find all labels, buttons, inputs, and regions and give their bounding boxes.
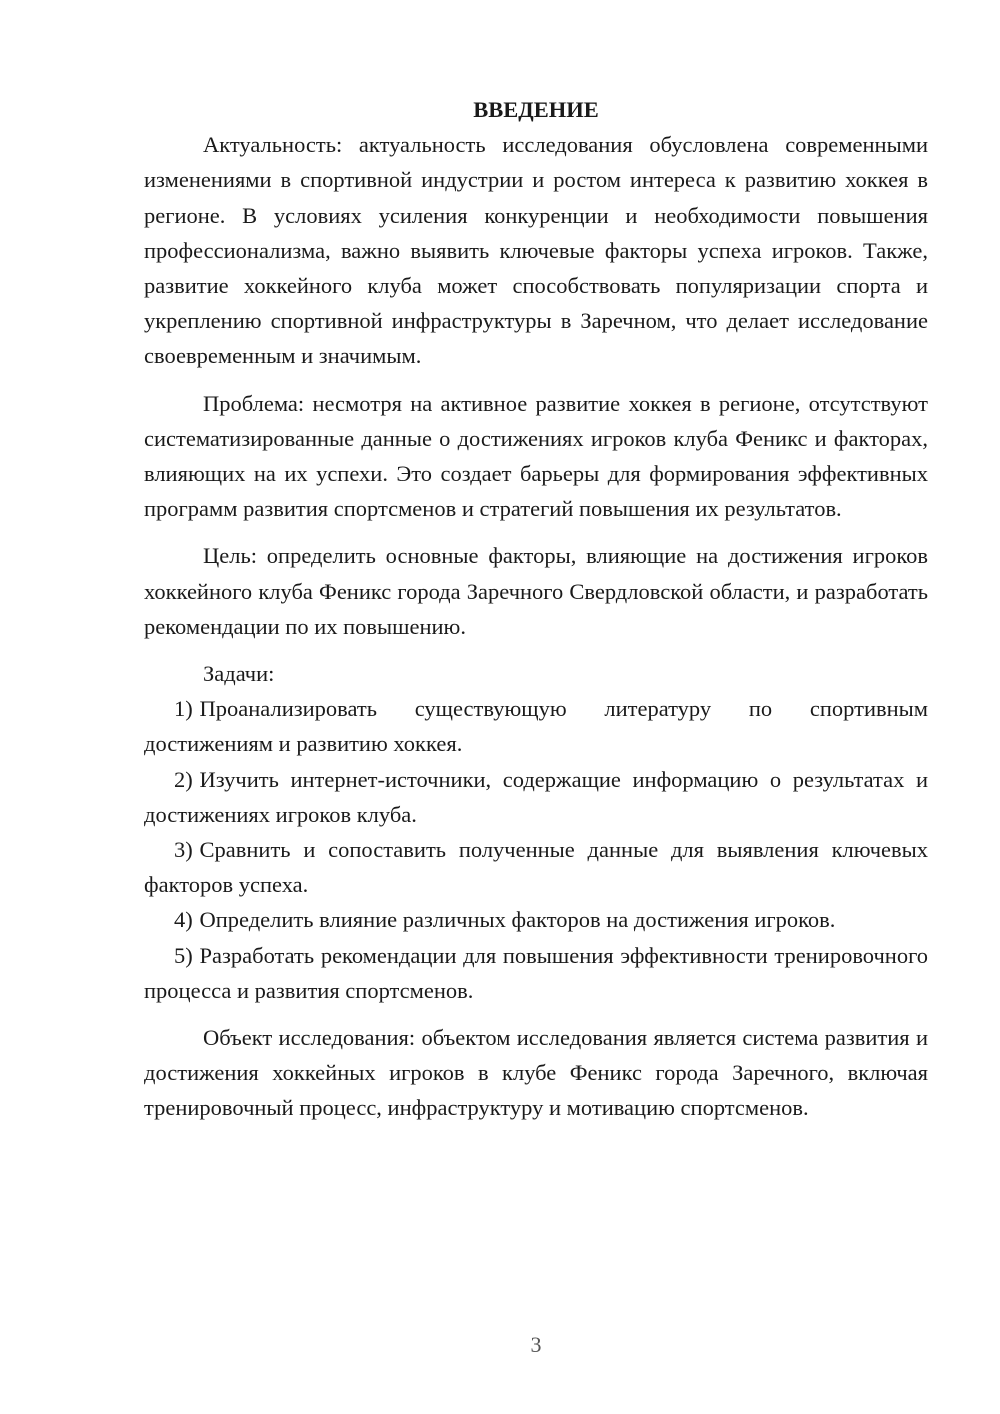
list-item-text: Разработать рекомендации для повышения эффективности тренировочного процесса и развития спортсменов. — [144, 942, 928, 1003]
list-item — [144, 938, 928, 1008]
list-item-text: Проанализировать существующую литературу по спортивным достижениям и развитию хоккея. — [144, 696, 928, 757]
page-number: 3 — [530, 1332, 542, 1357]
page-title: ВВЕДЕНИЕ — [473, 97, 599, 122]
list-item — [144, 691, 928, 761]
paragraph-relevance: Актуальность: актуальность исследования обусловлена современными изменениями в спортивной индустрии и ростом интереса к развитию хоккея в регионе. В условиях усиления конкуренции и необходимости повышения профессионализма, важно выявить ключевые факторы успеха игроков. Также, развитие хоккейного клуба может способствовать популяризации спорта и укреплению спортивной инфраструктуры в Заречном, что делает исследование своевременным и значимым. — [144, 132, 928, 369]
paragraph-goal: Цель: определить основные факторы, влияющие на достижения игроков хоккейного клуба Феникс города Заречного Свердловской области, и разработать рекомендации по их повышению. — [144, 543, 928, 639]
list-item-text: Изучить интернет-источники, содержащие информацию о результатах и достижениях игроков клуба. — [144, 766, 928, 827]
paragraph-object: Объект исследования: объектом исследования является система развития и достижения хоккейных игроков в клубе Феникс города Заречного, включая тренировочный процесс, инфраструктуру и мотивацию спортсменов. — [144, 1025, 928, 1121]
list-item — [144, 762, 928, 832]
tasks-label: Задачи: — [203, 661, 275, 687]
paragraph-problem: Проблема: несмотря на активное развитие хоккея в регионе, отсутствуют систематизированные данные о достижениях игроков клуба Феникс и факторах, влияющих на их успехи. Это создает барьеры для формирования эффективных программ развития спортсменов и стратегий повышения их результатов. — [144, 390, 928, 522]
list-item-number: 2) — [174, 766, 193, 792]
page-content — [144, 92, 928, 1126]
list-item-text: Определить влияние различных факторов на достижения игроков. — [199, 907, 836, 933]
list-item-text: Сравнить и сопоставить полученные данные для выявления ключевых факторов успеха. — [144, 837, 928, 898]
list-item-number: 5) — [174, 942, 193, 968]
list-item — [144, 832, 928, 902]
list-item-number: 3) — [174, 837, 193, 863]
list-item — [144, 902, 928, 937]
list-item-number: 1) — [174, 696, 193, 722]
list-item-number: 4) — [174, 907, 193, 933]
